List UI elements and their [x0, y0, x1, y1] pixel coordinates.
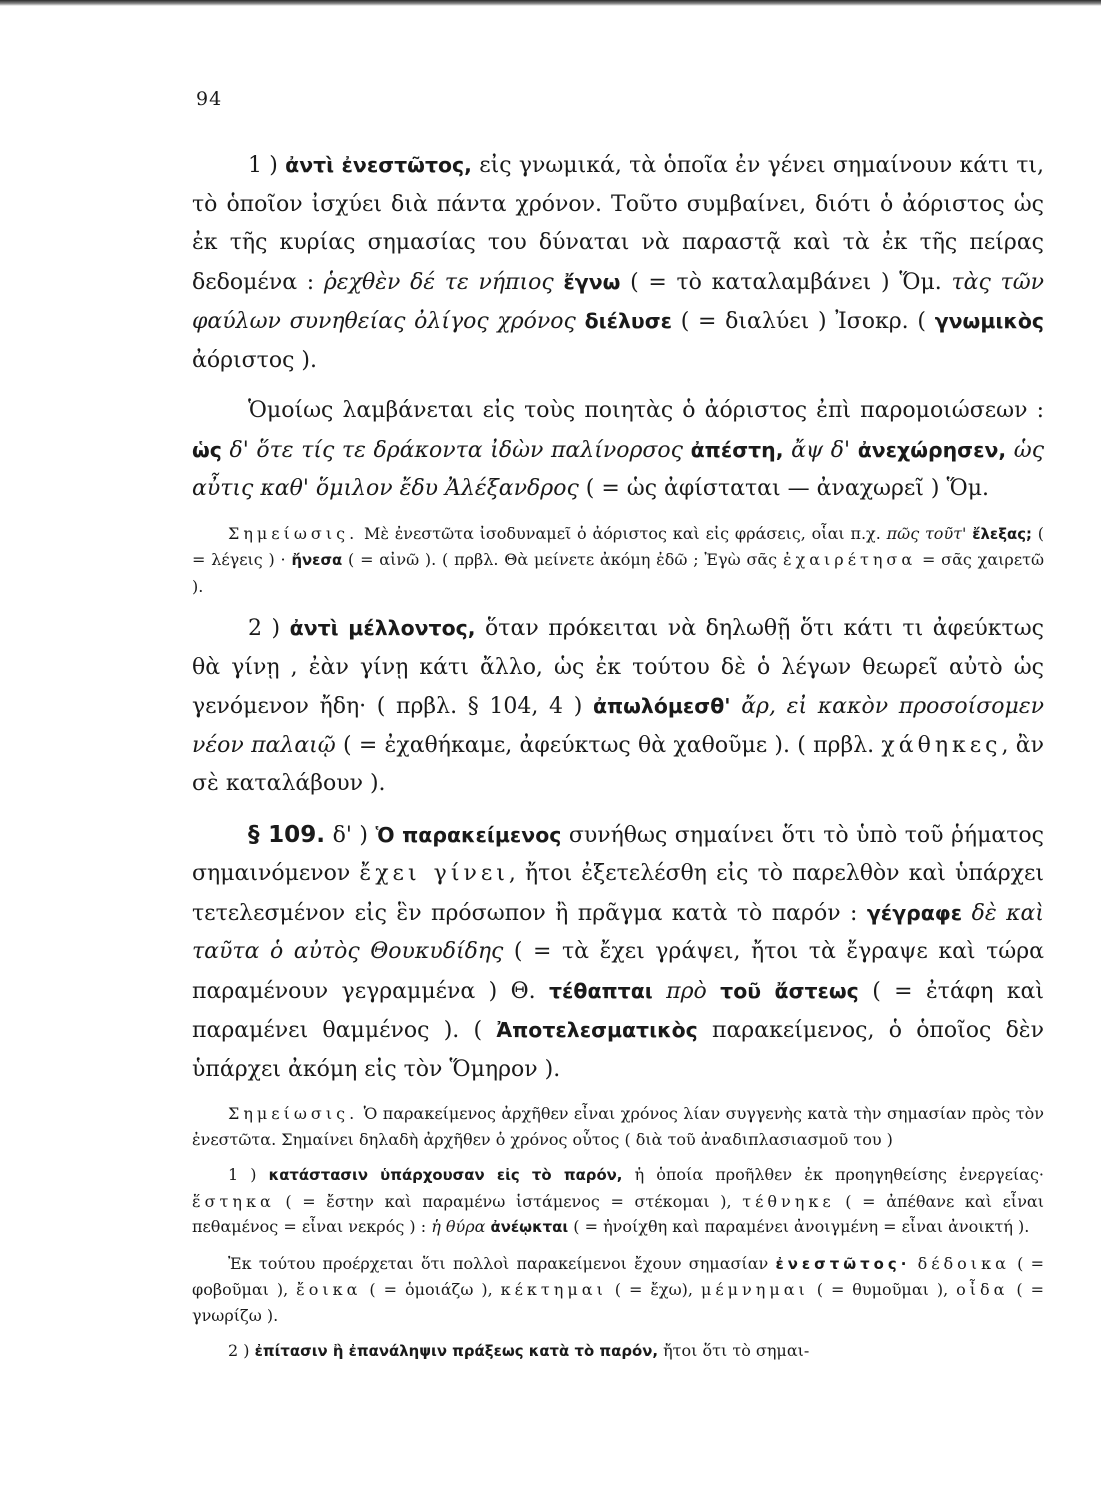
text-run: ( = φοβοῦμαι ), — [192, 1253, 1045, 1299]
spaced-term: ἔοικα — [296, 1280, 362, 1299]
bold-term: ἐπίτασιν ἢ ἐπανάληψιν πράξεως κατὰ τὸ παρόν, — [254, 1342, 658, 1360]
text-run: ( = ἔχω), — [606, 1280, 701, 1299]
bold-term: ἀπωλόμεσθ' — [592, 694, 731, 718]
italic-quote: πῶς — [886, 523, 920, 543]
italic-quote: ἡ θύρα — [431, 1217, 486, 1236]
text-run: ( = θυμοῦμαι ), — [808, 1280, 957, 1299]
bold-term: ἐνεστῶτος· — [775, 1254, 911, 1273]
bold-term: ἤνεσα — [291, 551, 343, 569]
note-paragraph — [192, 1338, 1044, 1365]
text-run: Ὁ παρακείμενος ἀρχῆθεν εἶναι χρόνος λίαν συγγενὴς κατὰ τὴν σημασίαν πρὸς τὸν ἐνεστῶτα. Σημαίνει δηλαδὴ ἀρχῆθεν ὁ χρόνος οὗτος ( διὰ τοῦ ἀναδιπλασιασμοῦ του ) — [192, 1104, 1044, 1149]
spaced-term: Σημείωσις. — [228, 1104, 359, 1123]
text-run: , ἤτοι ἐξετελέσθη εἰς τὸ παρελθὸν καὶ ὑπάρχει τετελεσμένον εἰς ἓν πρόσωπον ἢ πρᾶγμα κατὰ τὸ παρόν : — [192, 861, 1044, 926]
note-paragraph — [192, 1162, 1044, 1241]
text-run: ( = ἠνοίχθη καὶ παραμένει ἀνοιγμένη = εἶναι ἀνοικτή ). — [568, 1217, 1030, 1236]
italic-quote: δὲ καὶ ταῦτα ὁ αὐτὸς Θουκυδίδης — [192, 900, 1045, 964]
note-paragraph — [192, 1101, 1044, 1152]
text-run — [554, 270, 564, 295]
bold-term: διέλυσε — [584, 309, 672, 333]
bold-term: ἀντὶ ἐνεστῶτος, — [285, 153, 472, 177]
spaced-term: οἶδα — [956, 1280, 1009, 1299]
bold-term: § 109. — [248, 821, 326, 848]
text-run: παρακείμενος, ὁ ὁποῖος δὲν ὑπάρχει ἀκόμη εἰς τὸν Ὅμηρον ). — [192, 1018, 1044, 1082]
italic-quote: δ' ὅτε τίς τε δράκοντα ἰδὼν παλίνορσος — [229, 437, 683, 463]
bold-term: ἀπέστη, — [690, 437, 784, 462]
spaced-term: ἕστηκα — [192, 1191, 275, 1211]
text-run: Μὲ ἐνεστῶτα ἰσοδυναμεῖ ὁ ἀόριστος καὶ εἰς φράσεις, οἷαι π.χ. — [358, 523, 887, 543]
text-run: , ἂν σὲ καταλάβουν ). — [192, 732, 1044, 796]
text-run: ( = διαλύει ) Ἰσοκρ. ( — [672, 309, 935, 334]
body-paragraph — [192, 392, 1044, 509]
bold-term: ὡς — [192, 437, 222, 462]
text-run — [683, 438, 691, 463]
italic-quote: ἄψ δ' — [791, 437, 851, 463]
page-number: 94 — [196, 88, 223, 110]
text-run — [962, 901, 971, 926]
bold-term: γνωμικὸς — [934, 309, 1045, 333]
italic-quote: πρὸ — [666, 978, 707, 1004]
text-run: εἰς γνωμικά, τὰ ὁποῖα ἐν γένει σημαίνουν κάτι τι, τὸ ὁποῖον ἰσχύει διὰ πάντα χρόνον. Τοῦτο συμβαίνει, διότι ὁ ἀόριστος ὡς ἐκ τῆς κυρίας σημασίας του δύναται νὰ παραστᾷ καὶ τὰ ἐκ τῆς πείρας δεδομένα : — [192, 153, 1044, 295]
text-run: ( = ἐτάφη καὶ παραμένει θαμμένος ). ( — [192, 978, 1045, 1043]
spaced-term: ἔχει γίνει — [359, 861, 509, 886]
bold-term: ἀντὶ μέλλοντος, — [289, 616, 476, 640]
note-paragraph — [192, 521, 1044, 600]
text-run: ( = ἔστην καὶ παραμένω ἱστάμενος = στέκομαι ), — [274, 1191, 743, 1211]
text-run — [653, 979, 666, 1004]
text-run: ἀόριστος ). — [192, 347, 317, 373]
body-paragraph — [192, 816, 1044, 1090]
text-run: ( = ὁμοιάζω ), — [361, 1280, 501, 1299]
spaced-term: Σημείωσις. — [228, 523, 359, 543]
text-run: ( = γνωρίζω ). — [192, 1280, 1045, 1325]
text-run: ( = τὸ καταλαμβάνει ) Ὅμ. — [620, 269, 952, 295]
text-run: ἡ ὁποία προῆλθεν ἐκ προηγηθείσης ἐνεργείας· — [622, 1165, 1044, 1184]
text-run: ἤτοι ὅτι τὸ σημαι- — [657, 1341, 810, 1360]
text-run — [731, 694, 742, 719]
bold-term: ἔγνω — [563, 269, 621, 294]
text-run: 1 ) — [248, 153, 286, 178]
text-run: 1 ) — [228, 1165, 269, 1184]
text-run — [850, 438, 858, 463]
text-run — [1006, 438, 1014, 463]
bold-term: ἀνέῳκται — [490, 1218, 569, 1236]
spaced-term: ἐχαιρέτησα — [782, 550, 917, 569]
bold-term: Ὁ παρακείμενος — [375, 822, 562, 847]
bold-term: κατάστασιν ὑπάρχουσαν εἰς τὸ παρόν, — [268, 1166, 623, 1184]
text-run — [707, 979, 720, 1004]
bold-term: ἔλεξας; — [972, 524, 1032, 543]
body-paragraph — [192, 609, 1044, 804]
text-run: ( = ἐχαθήκαμε, ἀφεύκτως θὰ χαθοῦμε ). ( πρβλ. — [335, 732, 882, 758]
text-run — [222, 438, 230, 463]
spaced-term: κέκτημαι — [500, 1280, 607, 1299]
text-run: ( = ὡς ἀφίσταται — ἀναχωρεῖ ) Ὅμ. — [578, 476, 989, 501]
bold-term: τέθαπται — [549, 978, 653, 1003]
text-run: 2 ) — [228, 1341, 255, 1360]
text-run: ὅταν πρόκειται νὰ δηλωθῇ ὅτι κάτι τι ἀφεύκτως θὰ γίνῃ , ἐὰν γίνῃ κάτι ἄλλο, ὡς ἐκ τούτου δὲ ὁ λέγων θεωρεῖ αὐτὸ ὡς γενόμενον ἤδη· ( πρβλ. § 104, 4 ) — [192, 616, 1044, 719]
body-paragraph — [192, 146, 1044, 380]
note-paragraph — [192, 1251, 1044, 1329]
italic-quote: τοῦτ' — [924, 523, 967, 543]
text-run: συνήθως σημαίνει ὅτι τὸ ὑπὸ τοῦ ῥήματος σημαινόμενον — [192, 822, 1044, 886]
italic-quote: τὰς τῶν φαύλων συνηθείας ὀλίγος χρόνος — [192, 269, 1045, 334]
text-run: ( = τὰ ἔχει γράψει, ἤτοι τὰ ἔγραψε καὶ τώρα παραμένουν γεγραμμένα ) Θ. — [192, 939, 1044, 1004]
spaced-term: δέδοικα — [917, 1253, 1010, 1273]
text-run: = σᾶς χαιρετῶ ). — [192, 550, 1045, 596]
italic-quote: ἄρ, εἰ κακὸν προσοίσομεν νέον παλαιῷ — [192, 694, 1045, 758]
italic-quote: ῥεχθὲν δέ τε νήπιος — [323, 269, 554, 295]
spaced-term: χάθηκες — [881, 732, 1002, 758]
text-run: ( = λέγεις ) · — [192, 523, 1045, 569]
text-run — [910, 1254, 917, 1273]
bold-term: γέγραφε — [866, 900, 963, 925]
text-run: ( = αἰνῶ ). ( πρβλ. Θὰ μείνετε ἀκόμη ἐδῶ ; Ἐγὼ σᾶς — [342, 550, 783, 569]
text-run: ( = ἀπέθανε καὶ εἶναι πεθαμένος = εἶναι νεκρός ) : — [192, 1191, 1044, 1236]
bold-term: Ἀποτελεσματικὸς — [496, 1018, 698, 1042]
spaced-term: τέθνηκε — [742, 1191, 835, 1211]
bold-term: ἀνεχώρησεν, — [857, 437, 1007, 462]
text-run: Ἐκ τούτου προέρχεται ὅτι πολλοὶ παρακείμενοι ἔχουν σημασίαν — [228, 1253, 776, 1273]
scan-top-edge — [0, 0, 1101, 6]
text-run: δ' ) — [325, 822, 376, 848]
text-run — [783, 438, 791, 463]
spaced-term: μέμνημαι — [700, 1280, 809, 1299]
text-run — [576, 309, 585, 334]
bold-term: τοῦ ἄστεως — [720, 978, 859, 1003]
italic-quote: ὡς αὖτις καθ' ὅμιλον ἔδυ Ἀλέξανδρος — [192, 437, 1045, 501]
text-run: Ὁμοίως λαμβάνεται εἰς τοὺς ποιητὰς ὁ ἀόριστος ἐπὶ παρομοιώσεων : — [248, 398, 1044, 423]
text-run: 2 ) — [248, 616, 290, 641]
page-text — [192, 146, 1044, 1375]
